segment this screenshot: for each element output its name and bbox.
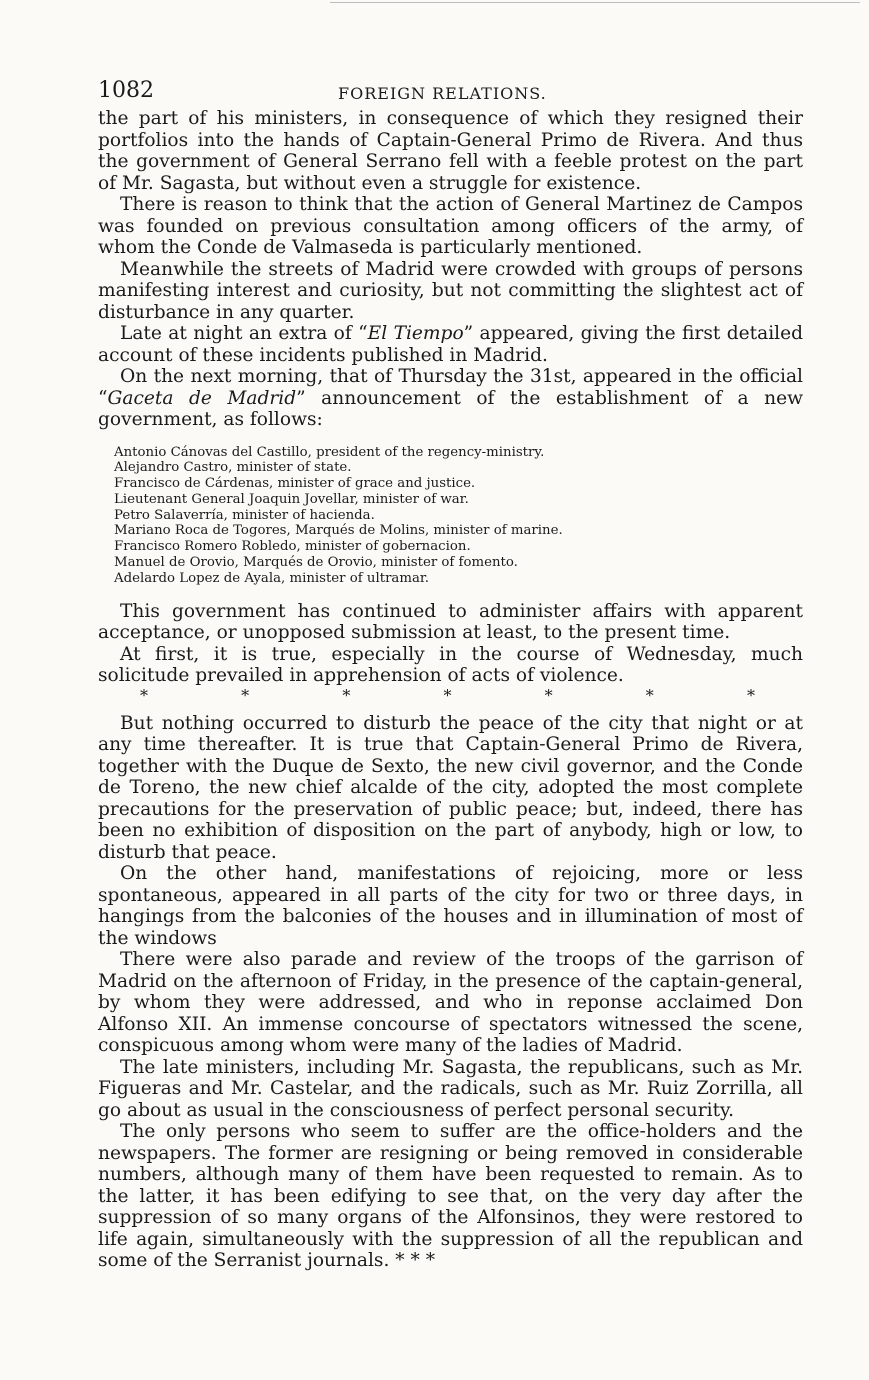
running-title: FOREIGN RELATIONS. bbox=[338, 84, 547, 103]
paragraph: There were also parade and review of the troops of the garrison of Madrid on the afternoon of Friday, in the presence of the captain-general, by whom they were addressed, and who in reponse acclaimed Don Alfonso XII. An immense concourse of spectators witnessed the scene, conspicuous among whom were many of the ladies of Madrid. bbox=[98, 949, 803, 1057]
newspaper-title: Gaceta de Madrid bbox=[107, 387, 297, 409]
text-run: ” appeared, giving the first detailed account of these incidents published in Madrid. bbox=[98, 323, 803, 366]
paragraph-continuation: the part of his ministers, in consequence of which they resigned their portfolios into the hands of Captain-General Primo de Rivera. And thus the government of General Serrano fell with a feeble protest on the part of Mr. Sagasta, but without even a struggle for existence. bbox=[98, 108, 803, 194]
paragraph: At first, it is true, especially in the course of Wednesday, much solicitude prevailed in apprehension of acts of violence. bbox=[98, 643, 803, 687]
paragraph bbox=[98, 323, 803, 366]
top-rule bbox=[330, 2, 860, 3]
text-run: The only persons who seem to suffer are the office-holders and the newspapers. The former are resigning or being removed in considerable numbers, although many of them have been requested to remain. As to the latter, it has been edifying to see that, on the very day after the suppression of so many organs of the Alfonsinos, they were restored to life again, simultaneously with the suppression of all the republican and some of the Serranist journals. bbox=[98, 1121, 803, 1272]
paragraph: On the other hand, manifestations of rejoicing, more or less spontaneous, appeared in all parts of the city for two or three days, in hangings from the balconies of the houses and in illumination of most of the windows bbox=[98, 863, 803, 949]
list-item: Petro Salaverría, minister of hacienda. bbox=[114, 507, 375, 523]
star: * bbox=[443, 685, 452, 705]
ministry-list bbox=[114, 445, 803, 587]
paragraph bbox=[98, 1121, 803, 1272]
paragraph: Meanwhile the streets of Madrid were crowded with groups of persons manifesting interest and curiosity, but not committing the slightest act of disturbance in any quarter. bbox=[98, 258, 803, 323]
list-item: Alejandro Castro, minister of state. bbox=[114, 460, 352, 476]
list-item: Manuel de Orovio, Marqués de Orovio, minister of fomento. bbox=[114, 555, 518, 571]
star: * bbox=[746, 685, 755, 705]
list-item: Lieutenant General Joaquin Jovellar, minister of war. bbox=[114, 491, 469, 507]
text-run: On the next morning, that of Thursday the 31st, appeared in the official “ bbox=[98, 366, 803, 409]
star: * bbox=[544, 685, 553, 705]
star: * bbox=[241, 685, 250, 705]
page-number: 1082 bbox=[98, 78, 154, 103]
list-item: Mariano Roca de Togores, Marqués de Molins, minister of marine. bbox=[114, 523, 563, 539]
paragraph: This government has continued to administer affairs with apparent acceptance, or unopposed submission at least, to the present time. bbox=[98, 600, 803, 644]
star: * bbox=[140, 685, 148, 705]
list-item: Francisco de Cárdenas, minister of grace and justice. bbox=[114, 476, 476, 492]
text-run: Late at night an extra of “ bbox=[120, 323, 368, 344]
page bbox=[98, 78, 803, 1272]
paragraph: The late ministers, including Mr. Sagasta, the republicans, such as Mr. Figueras and Mr. Castelar, and the radicals, such as Mr. Ruiz Zorrilla, all go about as usual in the consciousness of perfect personal security. bbox=[98, 1056, 803, 1121]
paragraph: There is reason to think that the action of General Martinez de Campos was founded on previous consultation among officers of the army, of whom the Conde de Valmaseda is particularly mentioned. bbox=[98, 194, 803, 258]
text-run: ” announcement of the establishment of a new government, as follows: bbox=[98, 387, 804, 430]
star: * bbox=[645, 685, 654, 705]
paragraph bbox=[98, 366, 803, 431]
ellipsis-stars bbox=[98, 687, 803, 705]
star: * bbox=[342, 685, 351, 705]
list-item: Antonio Cánovas del Castillo, president of the regency-ministry. bbox=[114, 444, 545, 460]
list-item: Adelardo Lopez de Ayala, minister of ultramar. bbox=[114, 570, 430, 586]
paragraph: But nothing occurred to disturb the peace of the city that night or at any time thereafter. It is true that Captain-General Primo de Rivera, together with the Duque de Sexto, the new civil governor, and the Conde de Toreno, the new chief alcalde of the city, adopted the most complete precautions for the preservation of public peace; but, indeed, there has been no exhibition of disposition on the part of anybody, high or low, to disturb that peace. bbox=[98, 712, 803, 863]
page-header bbox=[98, 78, 803, 108]
ellipsis-stars-inline: * * * bbox=[395, 1250, 436, 1272]
newspaper-title: El Tiempo bbox=[367, 323, 464, 344]
list-item: Francisco Romero Robledo, minister of gobernacion. bbox=[114, 539, 471, 555]
